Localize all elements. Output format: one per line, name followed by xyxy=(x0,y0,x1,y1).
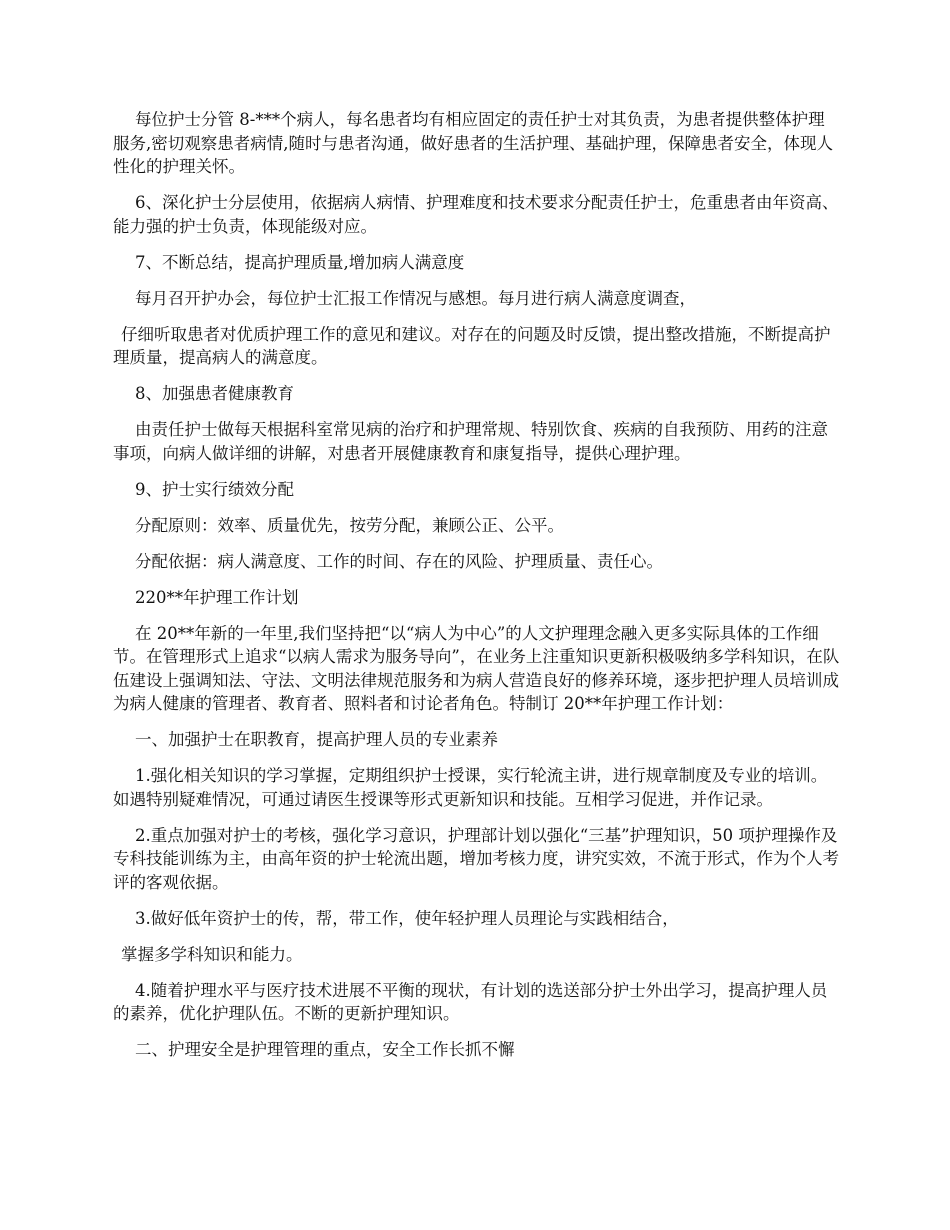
paragraph: 分配依据：病人满意度、工作的时间、存在的风险、护理质量、责任心。 xyxy=(135,551,663,571)
section-heading: 二、护理安全是护理管理的重点，安全工作长抓不懈 xyxy=(135,1040,515,1059)
paragraph: 2.重点加强对护士的考核，强化学习意识，护理部计划以强化“三基”护理知识，50 项护理操作及专科技能训练为主，由高年资的护士轮流出题，增加考核力度，讲究实效，不流于形式，作为个人考评的客观依据。 xyxy=(113,825,839,892)
document-body xyxy=(113,108,840,1074)
paragraph: 掌握多学科知识和能力。 xyxy=(121,944,303,964)
paragraph: 1.强化相关知识的学习掌握，定期组织护士授课，实行轮流主讲，进行规章制度及专业的培训。如遇特别疑难情况，可通过请医生授课等形式更新知识和技能。互相学习促进，并作记录。 xyxy=(113,766,828,809)
paragraph: 每位护士分管 8-***个病人，每名患者均有相应固定的责任护士对其负责，为患者提供整体护理服务,密切观察患者病情,随时与患者沟通，做好患者的生活护理、基础护理，保障患者安全，体现人性化的护理关怀。 xyxy=(113,110,833,176)
section-heading: 9、护士实行绩效分配 xyxy=(135,479,294,499)
section-heading: 6、深化护士分层使用，依据病人病情、护理难度和技术要求分配责任护士，危重患者由年资高、能力强的护士负责，体现能级对应。 xyxy=(113,193,839,236)
paragraph: 在 20**年新的一年里,我们坚持把“以“病人为中心”的人文护理理念融入更多实际具体的工作细节。在管理形式上追求“以病人需求为服务导向”，在业务上注重知识更新积极吸纳多学科知识，在队伍建设上强调知法、守法、文明法律规范服务和为病人营造良好的修养环境，逐步把护理人员培训成为病人健康的管理者、教育者、照料者和讨论者角色。特制订 20**年护理工作计划： xyxy=(113,623,840,713)
paragraph: 4.随着护理水平与医疗技术进展不平衡的现状，有计划的选送部分护士外出学习，提高护理人员的素养，优化护理队伍。不断的更新护理知识。 xyxy=(113,980,828,1023)
paragraph: 每月召开护办会，每位护士汇报工作情况与感想。每月进行病人满意度调查， xyxy=(135,288,696,308)
section-heading: 一、加强护士在职教育，提高护理人员的专业素养 xyxy=(135,730,498,749)
section-heading: 8、加强患者健康教育 xyxy=(135,384,294,403)
plan-title: 220**年护理工作计划 xyxy=(135,587,299,607)
section-heading: 7、不断总结，提高护理质量,增加病人满意度 xyxy=(135,252,465,272)
paragraph: 分配原则：效率、质量优先，按劳分配，兼顾公正、公平。 xyxy=(135,515,564,535)
paragraph: 由责任护士做每天根据科室常见病的治疗和护理常规、特别饮食、疾病的自我预防、用药的注意事项，向病人做详细的讲解，对患者开展健康教育和康复指导，提供心理护理。 xyxy=(113,420,828,463)
paragraph: 3.做好低年资护士的传，帮，带工作，使年轻护理人员理论与实践相结合， xyxy=(135,908,679,928)
paragraph: 仔细听取患者对优质护理工作的意见和建议。对存在的问题及时反馈，提出整改措施，不断提高护理质量，提高病人的满意度。 xyxy=(113,324,831,367)
